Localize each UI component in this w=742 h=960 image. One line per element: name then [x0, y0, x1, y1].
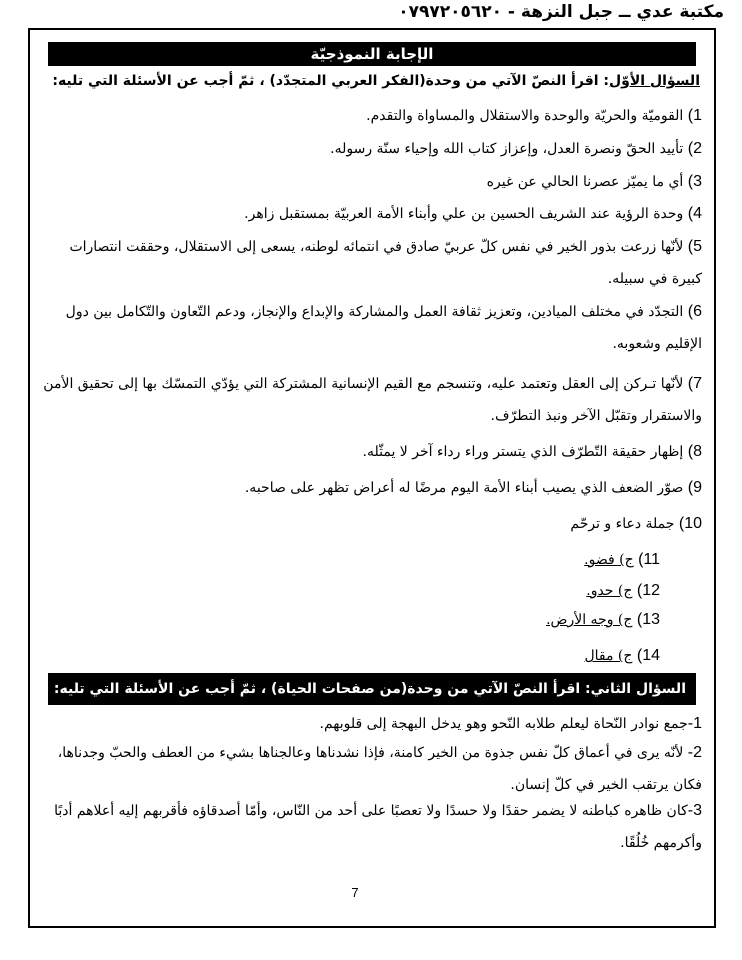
answer-text: وحدة الرؤية عند الشريف الحسين بن علي وأبناء الأمة العربيّة بمستقبل زاهر.	[244, 206, 684, 222]
header-bookstore: مكتبة عدي ــ جبل النزهة - ٠٧٩٧٢٠٥٦٢٠	[398, 2, 724, 22]
answer-number: 1)	[687, 107, 702, 124]
model-answer-banner: الإجابة النموذجيّة	[48, 42, 696, 66]
answer-1-6	[40, 296, 702, 360]
question-2-title	[48, 673, 696, 705]
answer-text: أي ما يميّز عصرنا الحالي عن غيره	[486, 174, 684, 190]
answer-text: التجدّد في مختلف الميادين، وتعزيز ثقافة العمل والمشاركة والإبداع والإنجاز، ودعم التّعاون والتّكامل بين دول الإقليم وشعوبه.	[65, 304, 702, 352]
answer-number: 3-	[687, 802, 702, 819]
question-2-label: السؤال الثاني	[590, 681, 686, 697]
answer-number: 3)	[687, 173, 702, 190]
answer-1-5	[40, 231, 702, 295]
answer-text: صوّر الضعف الذي يصيب أبناء الأمة اليوم مرضًا له أعراض تظهر على صاحبه.	[244, 480, 684, 496]
answer-1-14	[450, 640, 660, 672]
answer-1-9	[40, 472, 702, 504]
answer-number: 14)	[636, 647, 660, 664]
answer-number: 8)	[687, 443, 702, 460]
answer-number: 12)	[636, 582, 660, 599]
answer-number: 2-	[687, 744, 702, 761]
answer-number: 6)	[687, 303, 702, 320]
answer-text: ج) مقال	[584, 648, 633, 664]
answer-1-1	[40, 100, 702, 132]
answer-number: 2)	[687, 140, 702, 157]
answer-number: 4)	[687, 205, 702, 222]
answer-text: جمع نوادر النّحاة ليعلم طلابه النّحو وهو يدخل البهجة إلى قلوبهم.	[319, 716, 688, 732]
answer-number: 13)	[636, 611, 660, 628]
answer-number: 5)	[687, 238, 702, 255]
answer-number: 1-	[687, 715, 702, 732]
answer-1-12	[450, 575, 660, 607]
answer-1-10	[40, 508, 702, 540]
answer-text: لأنّها تـركن إلى العقل وتعتمد عليه، وتنسجم مع القيم الإنسانية المشتركة التي يؤدّي التمسّك بها إلى تحقيق الأمن والاستقرار وتقبّل الآخر ونبذ التطرّف.	[43, 376, 702, 424]
answer-number: 10)	[678, 515, 702, 532]
answer-2-1	[40, 708, 702, 740]
page-number: 7	[351, 885, 359, 900]
answer-2-2	[40, 737, 702, 801]
answer-1-13	[450, 604, 660, 636]
answer-text: ج) حدو.	[586, 583, 633, 599]
answer-text: لأنّه يرى في أعماق كلّ نفس جذوة من الخير كامنة، فإذا نشدناها وعالجناها بشيء من العطف والحبّ وجدناها، فكان يرتقب الخير في كلّ إنسان.	[57, 745, 702, 793]
answer-1-3	[40, 166, 702, 198]
answer-text: تأييد الحقّ ونصرة العدل، وإعزاز كتاب الله وإحياء سنّة رسوله.	[330, 141, 684, 157]
answer-text: القوميّة والحريّة والوحدة والاستقلال والمساواة والتقدم.	[366, 108, 684, 124]
question-2-text: : اقرأ النصّ الآتي من وحدة(من صفحات الحياة) ، ثمّ أجب عن الأسئلة التي تليه:	[53, 681, 591, 697]
answer-text: جملة دعاء و ترحّم	[570, 516, 675, 532]
answer-number: 11)	[638, 551, 660, 568]
answer-number: 9)	[687, 479, 702, 496]
answer-1-8	[40, 436, 702, 468]
question-1-label: السؤال الأوّل	[609, 73, 700, 89]
answer-text: إظهار حقيقة التّطرّف الذي يتستر وراء رداء آخر لا يمثّله.	[362, 444, 684, 460]
answer-1-7	[40, 368, 702, 432]
question-1-text: : اقرأ النصّ الآتي من وحدة(الفكر العربي المتجدّد) ، ثمّ أجب عن الأسئلة التي تليه:	[52, 73, 610, 89]
answer-text: لأنّها زرعت بذور الخير في نفس كلّ عربيّ صادق في انتمائه لوطنه، يسعى إلى الاستقلال، وحققت انتصارات كبيرة في سبيله.	[69, 239, 702, 287]
answer-1-2	[40, 133, 702, 165]
question-1-title	[40, 73, 700, 89]
answer-1-4	[40, 198, 702, 230]
answer-text: ج) وجه الأرض.	[546, 612, 633, 628]
answer-1-11	[450, 544, 660, 576]
answer-number: 7)	[687, 375, 702, 392]
answer-text: كان ظاهره كباطنه لا يضمر حقدًا ولا حسدًا ولا تعصبًا على أحد من النّاس، وأمّا أصدقاؤه فأقربهم إليه أعلاهم أدبًا وأكرمهم خُلُقًا.	[54, 803, 702, 851]
answer-text: ج) فضو.	[584, 552, 634, 568]
answer-2-3	[40, 795, 702, 859]
